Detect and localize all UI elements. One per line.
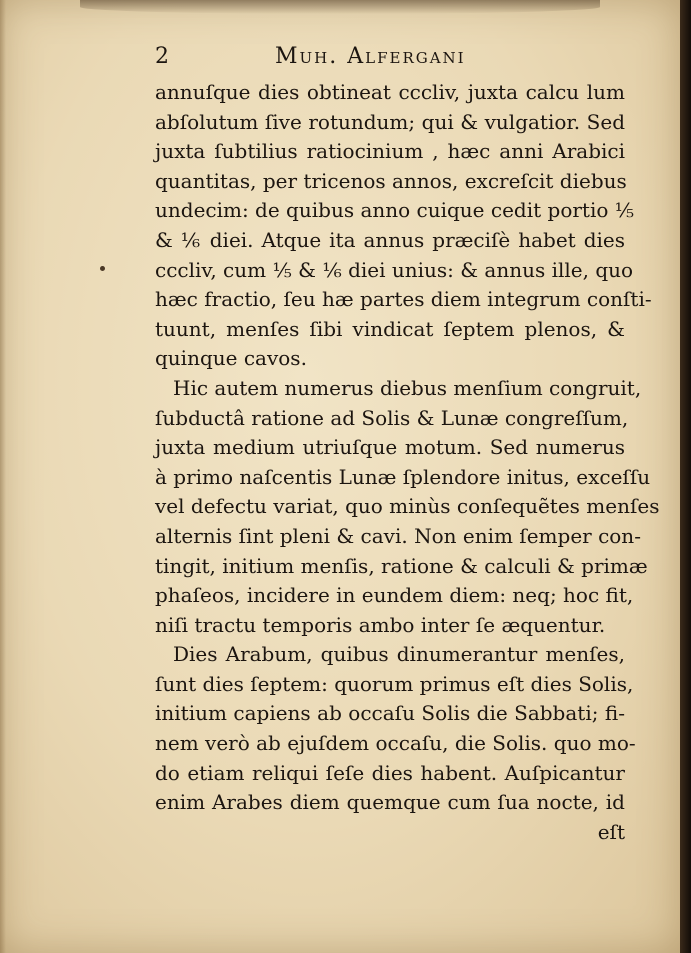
text-line: alternis ſint pleni & cavi. Non enim ſemper con- [155, 523, 641, 548]
text-line: enim Arabes diem quemque cum ſua nocte, id [155, 790, 625, 815]
text-line: initium capiens ab occaſu Solis die Sabbati; fi- [155, 701, 625, 726]
text-line: ſunt dies ſeptem: quorum primus eſt dies Solis, [155, 671, 634, 696]
text-line: annuſque dies obtineat cccliv, juxta calcu lum [155, 80, 625, 104]
text-line: undecim: de quibus anno cuique cedit portio ⅕ [155, 198, 635, 223]
text-line: nem verò ab ejuſdem occaſu, die Solis. quo mo- [155, 731, 636, 756]
text-line: tuunt, menſes ſibi vindicat ſeptem plenos, & [155, 316, 625, 341]
page-edge-shadow [680, 0, 691, 953]
text-line: ſubductâ ratione ad Solis & Lunæ congreſſum, [155, 405, 629, 430]
text-line: hæc fractio, ſeu hæ partes diem integrum conſti- [155, 287, 652, 312]
text-line: do etiam reliqui ſeſe dies habent. Auſpicantur [155, 760, 625, 785]
text-line: juxta ſubtilius ratiocinium , hæc anni Arabici [155, 139, 625, 164]
ink-speck [100, 266, 105, 271]
text-line: niſi tractu temporis ambo inter ſe æquentur. [155, 612, 606, 637]
catchword: eſt [597, 819, 625, 844]
text-line: vel defectu variat, quo minùs conſequẽtes menſes [155, 494, 660, 519]
text-line: à primo naſcentis Lunæ ſplendore initus, exceſſu [155, 464, 651, 489]
text-line: tingit, initium menſis, ratione & calculi & primæ [155, 553, 648, 578]
text-line: & ⅙ diei. Atque ita annus præciſè habet dies [155, 227, 625, 252]
paragraph-start-line: Dies Arabum, quibus dinumerantur menſes, [173, 642, 625, 667]
text-line: abſolutum ſive rotundum; qui & vulgatior. Sed [155, 109, 625, 134]
text-line: cccliv, cum ⅕ & ⅙ diei unius: & annus ille, quo [155, 257, 634, 282]
page-header [155, 44, 625, 74]
page-number: 2 [155, 44, 169, 69]
text-line: quantitas, per tricenos annos, excreſcit diebus [155, 168, 627, 193]
running-title: Muh. Alfergani [275, 44, 466, 69]
paragraph-start-line: Hic autem numerus diebus menſium congruit, [173, 375, 642, 400]
text-line: juxta medium utriuſque motum. Sed numerus [155, 435, 625, 460]
page-top-shadow [80, 0, 600, 14]
text-line: quinque cavos. [155, 346, 307, 371]
page-gutter-shadow [0, 0, 6, 953]
text-line: phaſeos, incidere in eundem diem: neq; hoc fit, [155, 583, 634, 608]
body-text [155, 78, 660, 847]
